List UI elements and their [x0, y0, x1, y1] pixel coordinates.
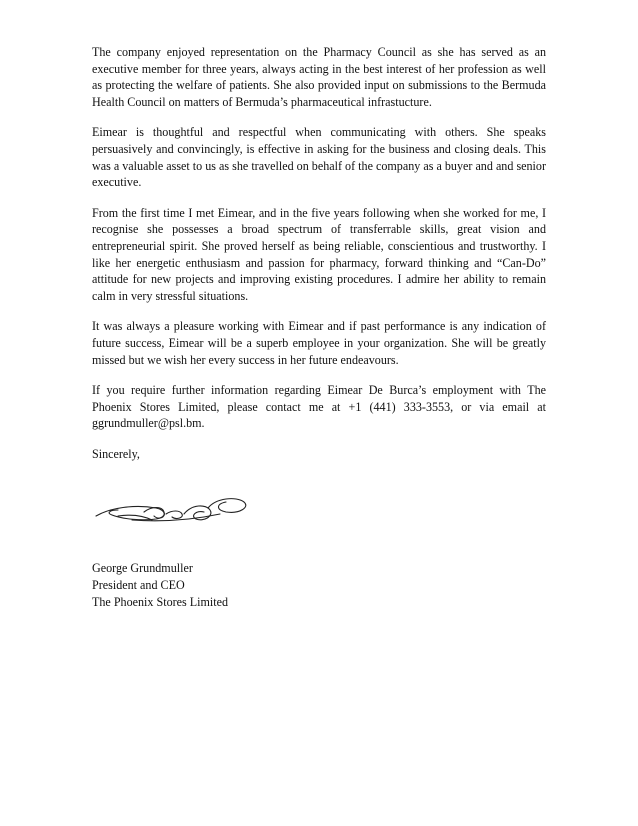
- paragraph-contact: If you require further information regarding Eimear De Burca’s employment with The Phoenix Stores Limited, please contact me at +1 (441) 333-3553, or via email at ggrundmuller@psl.bm.: [92, 383, 546, 431]
- paragraph-communication: Eimear is thoughtful and respectful when communicating with others. She speaks persuasively and convincingly, is effective in asking for the business and closing deals. This was a valuable asset to us as she travelled on behalf of the company as a buyer and and senior executive.: [92, 125, 546, 190]
- signer-name: George Grundmuller: [92, 561, 193, 576]
- signer-company: The Phoenix Stores Limited: [92, 594, 229, 609]
- paragraph-recommendation: It was always a pleasure working with Eimear and if past performance is any indication of future success, Eimear will be a superb employee in your organization. She will be greatly missed but we wish her every success in her future endeavours.: [92, 319, 546, 367]
- signature-icon: [92, 486, 252, 530]
- letter-page: [92, 44, 546, 610]
- paragraph-pharmacy-council: The company enjoyed representation on the Pharmacy Council as she has served as an executive member for three years, always acting in the best interest of her profession as well as protecting the welfare of patients. She also provided input on submissions to the Bermuda Health Council on matters of Bermuda’s pharmaceutical infrastucture.: [92, 45, 546, 109]
- paragraph-skills: From the first time I met Eimear, and in the five years following when she worked for me, I recognise she possesses a broad spectrum of transferrable skills, great vision and entrepreneurial spirit. She proved herself as being reliable, conscientious and trustworthy. I like her energetic enthusiasm and passion for pharmacy, forward thinking and “Can-Do” attitude for new projects and improving existing procedures. I admire her ability to remain calm in very stressful situations.: [92, 205, 546, 303]
- signer-title: President and CEO: [92, 578, 185, 593]
- closing-salutation: Sincerely,: [92, 446, 140, 461]
- signer-block: [92, 560, 546, 610]
